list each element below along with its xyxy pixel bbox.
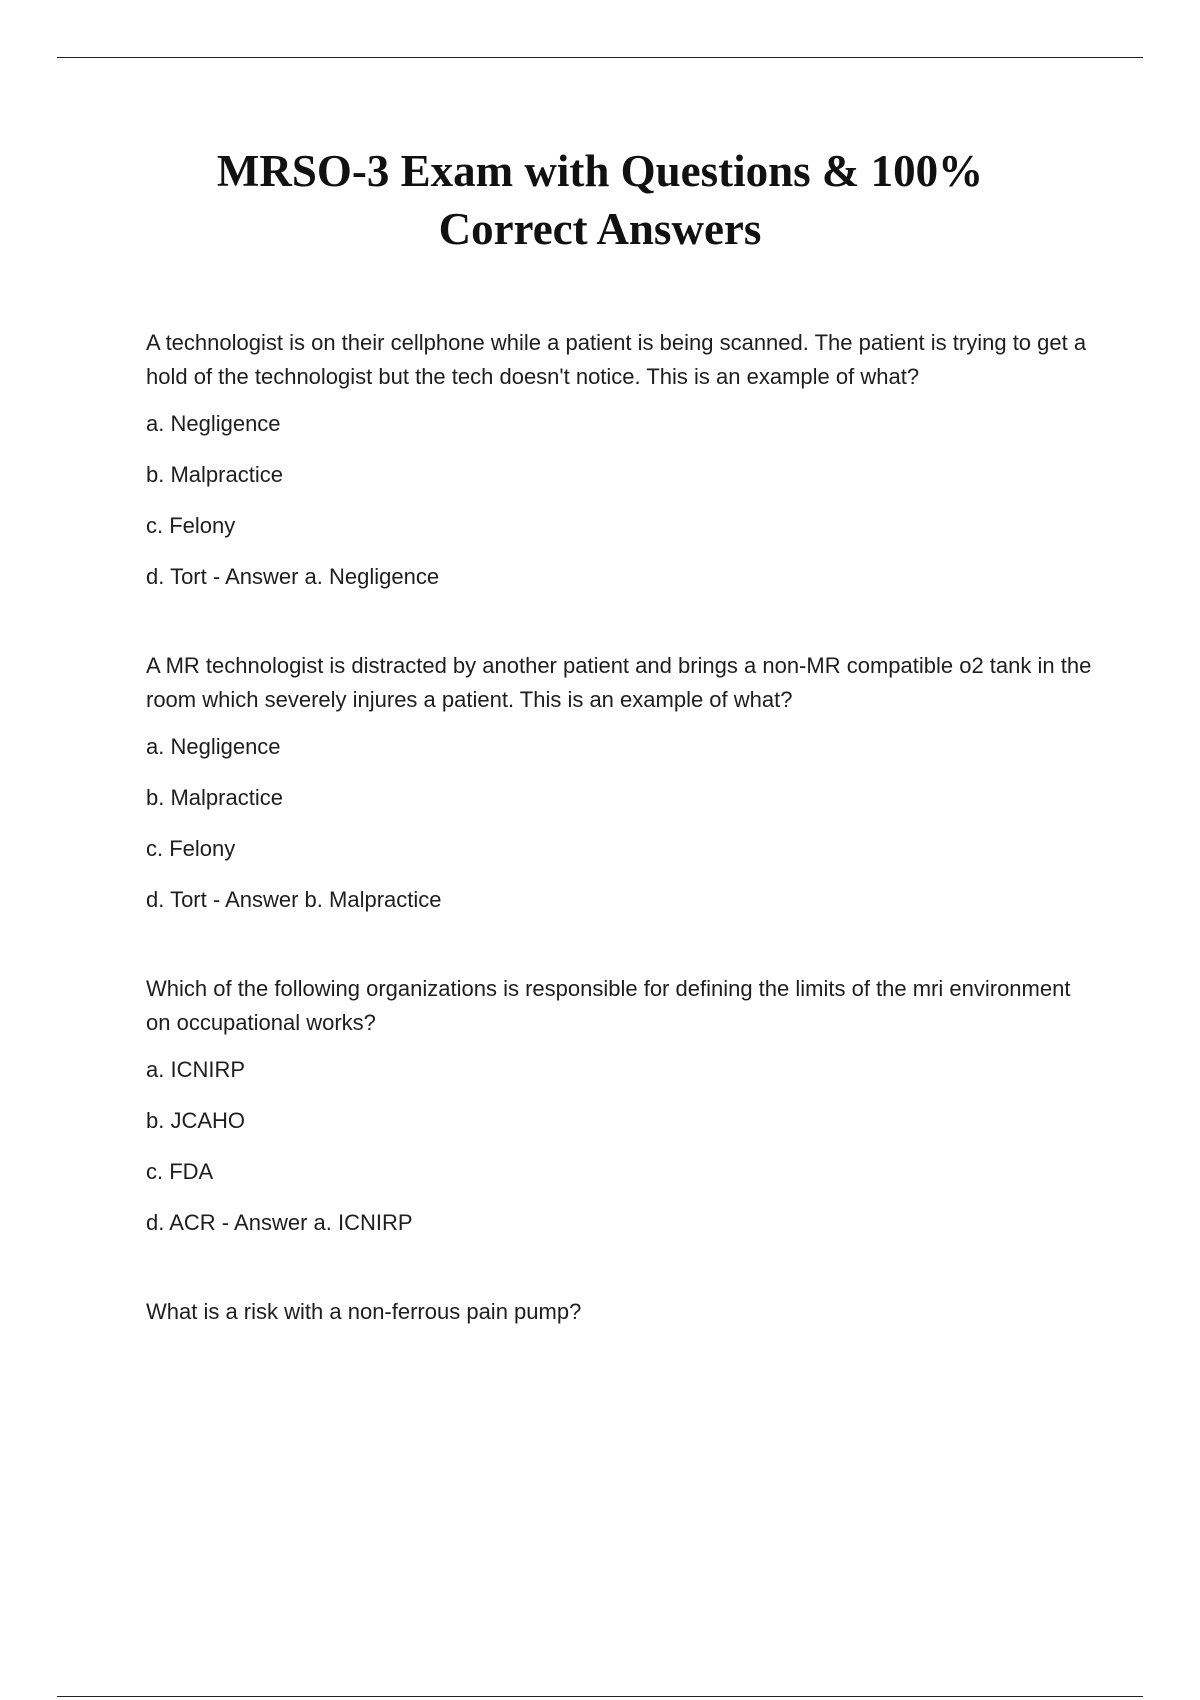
question-block-1: [146, 326, 1096, 591]
question-text: Which of the following organizations is responsible for defining the limits of the mri environment on occupational works?: [146, 976, 1071, 1035]
question-list: [146, 326, 1096, 1387]
option-c: c. Felony: [146, 513, 236, 538]
question-block-4: [146, 1295, 1096, 1329]
bottom-divider: [57, 1696, 1143, 1697]
question-text: A technologist is on their cellphone while a patient is being scanned. The patient is trying to get a hold of the technologist but the tech doesn't notice. This is an example of what?: [146, 330, 1087, 389]
question-block-3: [146, 972, 1096, 1237]
option-d-with-answer: d. Tort - Answer a. Negligence: [146, 564, 440, 589]
option-c: c. Felony: [146, 836, 236, 861]
question-text: What is a risk with a non-ferrous pain pump?: [146, 1299, 582, 1324]
question-text: A MR technologist is distracted by another patient and brings a non-MR compatible o2 tank in the room which severely injures a patient. This is an example of what?: [146, 653, 1092, 712]
document-title: [0, 142, 1200, 258]
option-d-with-answer: d. Tort - Answer b. Malpractice: [146, 887, 442, 912]
top-divider: [57, 57, 1143, 58]
option-c: c. FDA: [146, 1159, 214, 1184]
question-block-2: [146, 649, 1096, 914]
option-a: a. Negligence: [146, 411, 281, 436]
option-a: a. ICNIRP: [146, 1057, 246, 1082]
option-d-with-answer: d. ACR - Answer a. ICNIRP: [146, 1210, 413, 1235]
option-b: b. Malpractice: [146, 462, 283, 487]
title-line-2: Correct Answers: [438, 204, 762, 254]
option-a: a. Negligence: [146, 734, 281, 759]
option-b: b. JCAHO: [146, 1108, 246, 1133]
title-line-1: MRSO-3 Exam with Questions & 100%: [216, 146, 984, 196]
option-b: b. Malpractice: [146, 785, 283, 810]
